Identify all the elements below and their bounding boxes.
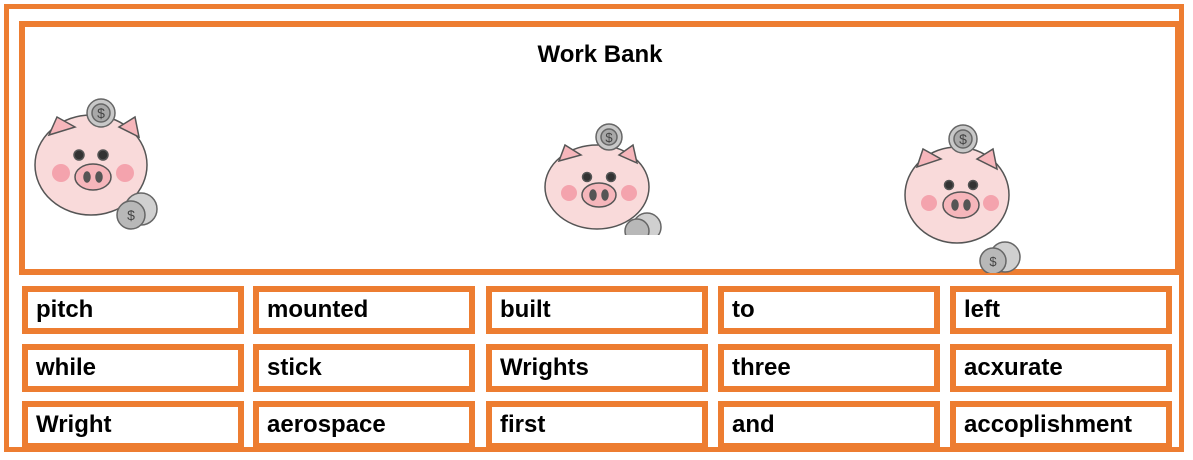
word-cell: built (486, 286, 708, 334)
svg-text:$: $ (97, 105, 105, 121)
word-cell: aerospace (253, 401, 475, 449)
piggy-bank-icon (895, 123, 1035, 273)
svg-text:$: $ (127, 207, 135, 223)
word-cell: three (718, 344, 940, 392)
svg-text:$: $ (605, 130, 613, 145)
word-cell: left (950, 286, 1172, 334)
word-cell: acxurate (950, 344, 1172, 392)
word-cell: accoplishment (950, 401, 1172, 449)
piggy-bank-icon (31, 97, 171, 237)
word-cell: mounted (253, 286, 475, 334)
piggy-bank-icon (535, 123, 675, 235)
word-cell: stick (253, 344, 475, 392)
word-cell: while (22, 344, 244, 392)
word-bank-title: Work Bank (537, 41, 663, 68)
svg-text:$: $ (989, 254, 997, 269)
word-cell: Wright (22, 401, 244, 449)
word-cell: Wrights (486, 344, 708, 392)
word-cell: pitch (22, 286, 244, 334)
word-cell: first (486, 401, 708, 449)
svg-text:$: $ (959, 131, 967, 147)
word-cell: to (718, 286, 940, 334)
word-cell: and (718, 401, 940, 449)
word-bank-header (19, 21, 1181, 275)
